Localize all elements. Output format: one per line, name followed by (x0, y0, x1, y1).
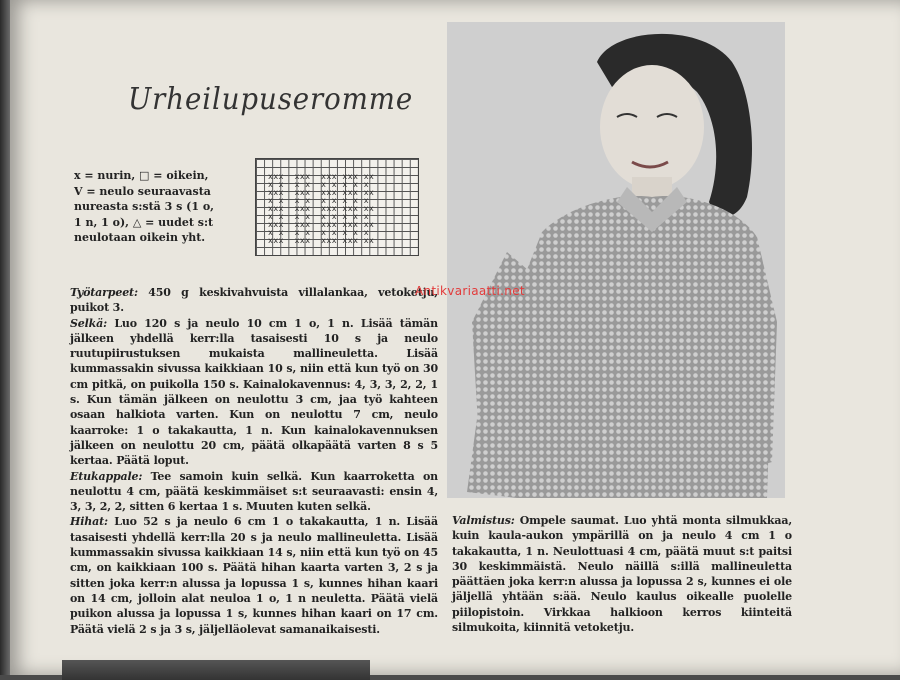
section-label: Työtarpeet: (70, 286, 138, 299)
section-front (70, 469, 438, 515)
section-label: Etukappale: (70, 469, 143, 483)
section-text: Ompele saumat. Luo yhtä monta silmukkaa, kuin kaula-aukon ympärillä on ja neulo 4 cm 1 o takakautta, 1 n. Neulottuasi 4 cm, päätä muut s:t paitsi 30 keskimmäistä. Neulo näillä s:illä mallineuletta päättäen joka kerr:n alussa ja lopussa 2 s, kunnes ei ole jäljellä yhtään s:ää. Neulo kaulus oikealle puolelle piilopistoin. Virkkaa halkioon kerros kiinteitä silmukoita, kiinnitä vetoketju. (452, 514, 792, 635)
section-label: Selkä: (70, 316, 108, 330)
section-label: Hihat: (70, 515, 108, 529)
page-spine-shadow (0, 0, 10, 675)
stitch-legend (74, 168, 244, 246)
legend-line: V = neulo seuraavasta (74, 184, 211, 198)
section-back (70, 316, 438, 469)
legend-line: nureasta s:stä 3 s (1 o, (74, 200, 214, 213)
instructions-column (70, 285, 438, 637)
sweater-model-photo (447, 22, 785, 498)
section-materials (70, 285, 438, 316)
section-label: Valmistus: (452, 514, 515, 527)
section-text: Luo 52 s ja neulo 6 cm 1 o takakautta, 1 n. Lisää tasaisesti yhdellä kerr:lla 20 s ja neulo mallineuletta. Lisää kummassakin sivussa kaikkiaan 14 s, niin että kun työ on 45 cm, on kaikkiaan 100 s. Päätä hihan kaarta varten 3, 2 s ja sitten joka kerr:n alussa ja lopussa 1 s, kunnes hihan kaari on 14 cm, jolloin alat neuloa 1 o, 1 n neuletta. Päätä vielä puikon alussa ja lopussa 1 s, kunnes hihan kaari on 17 cm. Päätä vielä 2 s ja 3 s, jäljelläolevat samanaikaisesti. (70, 515, 438, 636)
section-sleeves (70, 514, 438, 636)
legend-line: 1 n, 1 o), △ = uudet s:t (74, 215, 214, 229)
legend-line: neulotaan oikein yht. (74, 231, 206, 244)
section-text: Luo 120 s ja neulo 10 cm 1 o, 1 n. Lisää tämän jälkeen yhdellä kerr:lla tasaisesti 10 s ja neulo ruutupiirustuksen mukaista mallineuletta. Lisää kummassakin sivussa kaikkiaan 10 s, niin että kun työ on 30 cm pitkä, on puikolla 150 s. Kainalokavennus: 4, 3, 3, 2, 2, 1 s. Kun tämän jälkeen on neulottu 3 cm, jaa työ kahteen osaan halkiota varten. Kun on neulottu 7 cm, neulo kaarroke: 1 o takakautta, 1 n. Kun kainalokavennuksen jälkeen on neulottu 20 cm, päätä olkapäätä varten 8 s 5 kertaa. Päätä loput. (70, 316, 438, 468)
section-text: Tee samoin kuin selkä. Kun kaarroketta on neulottu 4 cm, päätä keskimmäiset s:t seuraavasti: ensin 4, 3, 3, 2, 2, sitten 6 kertaa 1 s. Muuten kuten selkä. (70, 469, 438, 514)
page-title: Urheilupuseromme (128, 82, 414, 117)
next-photo-strip (62, 660, 370, 680)
knitting-chart-grid (255, 158, 419, 256)
legend-line: x = nurin, □ = oikein, (74, 169, 209, 182)
section-text: 450 g keskivahvuista villalankaa, vetoketju, puikot 3. (70, 286, 438, 315)
knitting-chart-marks: xxx xxx xxx xxx xx x x x x x x x x x xxx xxx xxx xxx xx x x x x x x x x x xxx xxx xxx xxx xx x x x x x x x x x xxx xxx xxx xxx xx x x x x x x x x x xxx xxx xxx xxx xx (268, 172, 375, 245)
photo-illustration (447, 22, 785, 498)
assembly-instructions (452, 513, 792, 635)
watermark-text: Antikvariaatti.net (415, 284, 525, 298)
